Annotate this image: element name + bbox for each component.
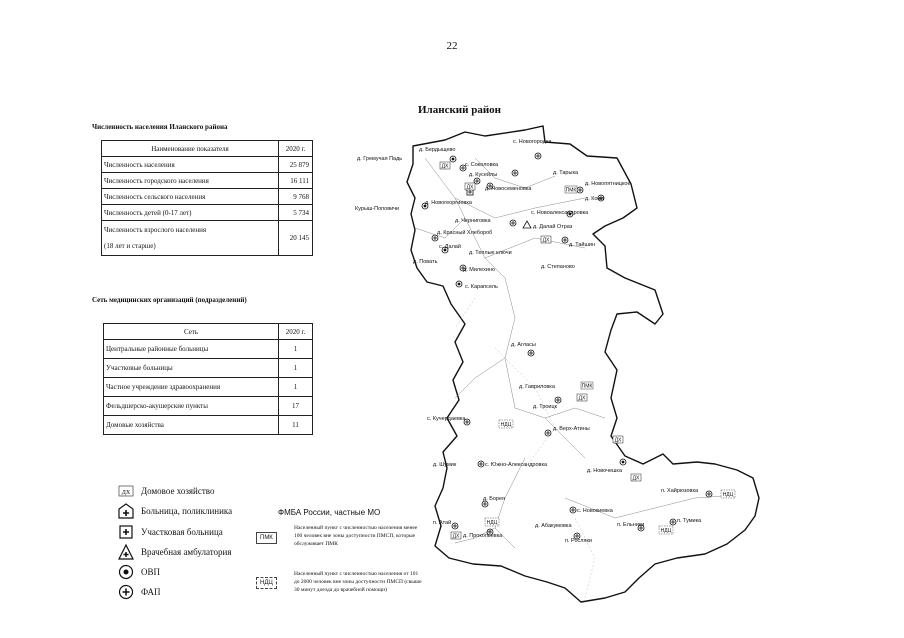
svg-text:ДХ: ДХ <box>614 437 622 444</box>
legend-item <box>118 585 161 599</box>
svg-text:ДХ: ДХ <box>466 184 474 191</box>
gp-office-icon <box>450 156 456 162</box>
settlement-label: с. Новогородка <box>513 139 552 145</box>
settlement-label: Курыш-Поповичи <box>355 206 400 212</box>
settlement-label: с. Кучердаевка <box>427 416 466 422</box>
row-label: Фельдшерско-акушерские пункты <box>104 397 279 416</box>
settlement-label: п. Тумика <box>677 518 702 524</box>
table-row <box>104 397 313 416</box>
settlement-label: д. Агласы <box>511 342 536 348</box>
table-header: Сеть <box>104 324 279 340</box>
district-boundary <box>407 126 759 602</box>
table-row <box>102 157 313 173</box>
svg-text:НДЦ: НДЦ <box>722 492 734 498</box>
map-title: Иланский район <box>418 104 502 116</box>
ndc-tag: НДЦ <box>256 577 277 589</box>
svg-text:ДХ: ДХ <box>632 475 640 482</box>
settlement-label: д. Верх-Атины <box>553 426 590 432</box>
fap-icon <box>510 220 516 226</box>
gp-office-icon <box>620 459 626 465</box>
legend-item <box>118 504 232 518</box>
settlement-label: д. Кусейлы <box>469 172 498 178</box>
settlement-label: д. Гавриловка <box>519 384 555 390</box>
table-row <box>104 416 313 435</box>
svg-text:ДХ: ДХ <box>121 490 131 496</box>
table-header-row <box>104 324 313 340</box>
row-value: 16 111 <box>279 173 313 189</box>
ndc-tag <box>721 490 735 498</box>
fap-icon <box>545 430 551 436</box>
row-label: Численность городского населения <box>102 173 279 189</box>
row-label: Численность сельского населения <box>102 189 279 205</box>
settlement-label: д. Борея <box>483 496 506 502</box>
house-hold-icon <box>577 394 587 402</box>
legend-item <box>118 545 232 559</box>
settlement-label: д. Новогеоргиевка <box>425 200 472 206</box>
row-label-line: (18 лет и старше) <box>104 242 156 250</box>
settlement-label: д. Тарыка <box>553 170 579 176</box>
house-hold-icon <box>118 484 134 498</box>
settlement-label: д. Троицк <box>533 404 558 410</box>
pmk-tag: ПМК <box>256 532 277 544</box>
house-hold-icon <box>465 183 475 191</box>
settlement-label: с. Карапсель <box>465 284 498 290</box>
table-row <box>102 221 313 256</box>
gp-office-icon <box>118 565 134 579</box>
table-row <box>104 340 313 359</box>
fap-icon <box>528 350 534 356</box>
row-value: 20 145 <box>279 221 313 256</box>
settlement-label: д. Красный Хлебороб <box>437 230 493 236</box>
table-row <box>102 189 313 205</box>
settlement-label: п. Атай <box>433 520 452 526</box>
legend-item <box>118 525 223 539</box>
legend-item <box>118 484 215 498</box>
table-row <box>104 378 313 397</box>
svg-text:НДЦ: НДЦ <box>500 422 512 428</box>
svg-text:НДЦ: НДЦ <box>660 528 672 534</box>
legend-label: ФАП <box>141 587 161 597</box>
row-value: 9 768 <box>279 189 313 205</box>
network-table <box>103 323 313 435</box>
table-header: Наименование показателя <box>102 141 279 157</box>
settlement-label: д. Новосеменовка <box>485 186 532 192</box>
legend-label: Домовое хозяйство <box>141 486 215 496</box>
svg-text:ДХ: ДХ <box>542 237 550 244</box>
settlement-label: д. Повать <box>413 259 438 265</box>
settlement-label: с. Новоалександровка <box>531 210 589 216</box>
settlement-label: д. Гремучая Падь <box>357 156 403 162</box>
svg-text:ДХ: ДХ <box>441 163 449 170</box>
house-hold-icon <box>451 532 461 540</box>
settlement-label: д. Теплые ключи <box>469 250 512 256</box>
settlement-label: с. Южно-Александровка <box>485 462 548 468</box>
svg-text:ПМК: ПМК <box>565 187 577 194</box>
settlement-label: д. Шумик <box>433 462 457 468</box>
settlement-label: д. Бердыщево <box>419 147 456 153</box>
table-row <box>102 173 313 189</box>
page-number: 22 <box>446 40 458 52</box>
settlement-label: п. Росляки <box>565 538 592 544</box>
svg-text:НДЦ: НДЦ <box>486 520 498 526</box>
fap-icon <box>706 491 712 497</box>
settlement-label: д. Новочешка <box>587 468 623 474</box>
row-label: Численность детей (0-17 лет) <box>102 205 279 221</box>
table-header: 2020 г. <box>279 324 313 340</box>
ndc-tag <box>499 420 513 428</box>
row-label-line: Численность взрослого населения <box>104 226 207 234</box>
settlement-label: д. Милехино <box>463 267 495 273</box>
house-hold-icon <box>613 436 623 444</box>
legend-label: Врачебная амбулатория <box>141 547 232 557</box>
fap-icon <box>562 237 568 243</box>
fap-icon <box>512 170 518 176</box>
fap-icon <box>577 187 583 193</box>
row-value: 5 734 <box>279 205 313 221</box>
legend-label: Участковая больница <box>141 527 223 537</box>
table-header: 2020 г. <box>279 141 313 157</box>
svg-text:ДХ: ДХ <box>578 395 586 402</box>
settlement-label: п. Хайрюзовка <box>661 488 699 494</box>
settlement-label: с. Новокиевка <box>577 508 613 514</box>
pmk-tag <box>581 382 593 390</box>
row-value: 1 <box>279 340 313 359</box>
table-header-row <box>102 141 313 157</box>
network-title: Сеть медицинских организаций (подразделений) <box>92 296 247 304</box>
house-hold-icon <box>440 162 450 170</box>
fap-icon <box>478 461 484 467</box>
legend-label: ОВП <box>141 567 161 577</box>
settlement-label: с. Соколовка <box>465 162 499 168</box>
hospital-icon <box>118 504 134 518</box>
fap-icon <box>118 585 134 599</box>
row-label: Центральные районные больницы <box>104 340 279 359</box>
settlement-label: д. Кожа <box>585 196 605 202</box>
fap-icon <box>570 507 576 513</box>
settlement-label: п. Ельники <box>617 522 645 528</box>
fap-icon <box>452 523 458 529</box>
row-value: 11 <box>279 416 313 435</box>
population-title: Численность населения Иланского района <box>92 123 228 131</box>
row-value: 1 <box>279 378 313 397</box>
ndc-tag <box>485 518 499 526</box>
settlement-label: д. Степаново <box>541 264 575 270</box>
fap-icon <box>555 397 561 403</box>
pmk-tag <box>565 186 577 194</box>
row-label <box>102 221 279 256</box>
settlement-label: д. Абакумовка <box>535 523 572 529</box>
settlement-label: д. Тайшин <box>569 242 596 248</box>
house-hold-icon <box>541 236 551 244</box>
outpatient-clinic-icon <box>118 545 134 559</box>
settlement-label: с. Далай <box>439 244 461 250</box>
row-value: 25 879 <box>279 157 313 173</box>
fap-icon <box>535 153 541 159</box>
svg-text:ДХ: ДХ <box>452 533 460 540</box>
row-value: 1 <box>279 359 313 378</box>
gp-office-icon <box>456 281 462 287</box>
outpatient-clinic-icon <box>523 221 531 228</box>
row-value: 17 <box>279 397 313 416</box>
settlement-label: д. Далай Отраз <box>533 224 573 230</box>
settlement-label: д. Новопятницкое <box>585 181 631 187</box>
fap-icon <box>670 519 676 525</box>
legend-item <box>118 565 160 579</box>
svg-text:ПМК: ПМК <box>581 383 593 390</box>
population-table <box>101 140 313 256</box>
settlement-label: д. Прокопьевка <box>463 533 503 539</box>
legend-label: Больница, поликлиника <box>141 506 233 516</box>
row-label: Участковые больницы <box>104 359 279 378</box>
settlement-label: д. Черниговка <box>455 218 491 224</box>
ndc-description: Населенный пункт с численностью населения от 101 до 2000 человек вне зоны доступности ПМСП (свыше 30 минут доезда до врачебной помощи) <box>294 571 422 593</box>
row-label: Частное учреждение здравоохранения <box>104 378 279 397</box>
table-row <box>102 205 313 221</box>
pmk-description: Населенный пункт с численностью населения менее 100 человек вне зоны доступности ПМСП, которые обслуживает ПМК <box>294 525 418 547</box>
ndc-tag <box>659 526 673 534</box>
house-hold-icon <box>631 474 641 482</box>
row-label: Домовые хозяйства <box>104 416 279 435</box>
row-label: Численность населения <box>102 157 279 173</box>
district-hospital-icon <box>118 525 134 539</box>
fmba-label: ФМБА России, частные МО <box>278 508 381 517</box>
district-map <box>355 118 775 628</box>
table-row <box>104 359 313 378</box>
